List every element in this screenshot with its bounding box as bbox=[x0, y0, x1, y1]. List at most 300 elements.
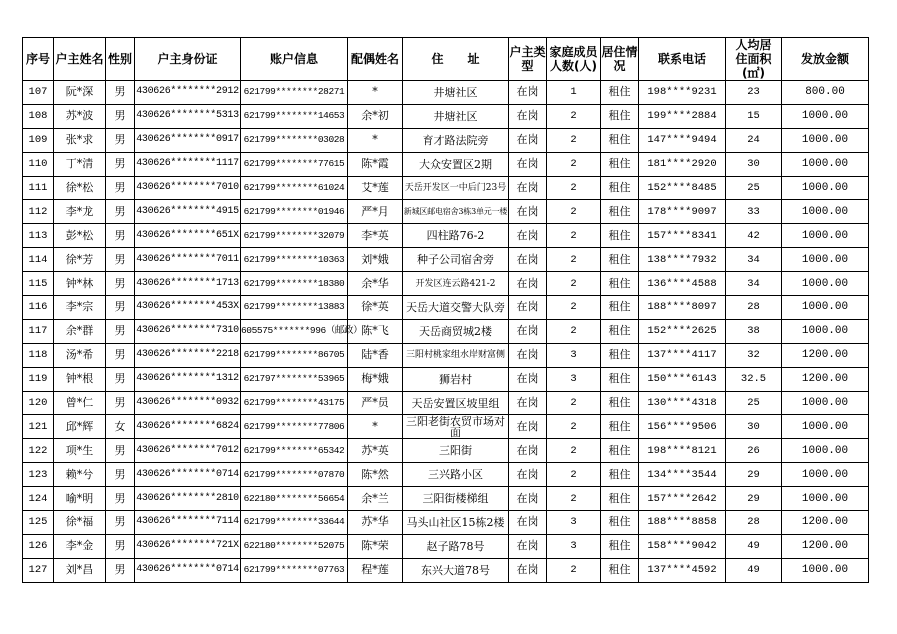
cell-id: 430626********7010 bbox=[135, 176, 241, 200]
cell-gender: 男 bbox=[106, 272, 135, 296]
cell-address: 东兴大道78号 bbox=[403, 558, 509, 582]
cell-type: 在岗 bbox=[509, 534, 547, 558]
cell-members: 2 bbox=[547, 415, 601, 439]
cell-spouse: * bbox=[348, 128, 403, 152]
cell-type: 在岗 bbox=[509, 439, 547, 463]
cell-gender: 男 bbox=[106, 296, 135, 320]
table-row bbox=[23, 415, 869, 439]
subsidy-table-sheet bbox=[22, 37, 868, 583]
cell-members: 2 bbox=[547, 391, 601, 415]
cell-gender: 男 bbox=[106, 367, 135, 391]
cell-address: 种子公司宿舍旁 bbox=[403, 248, 509, 272]
cell-id: 430626********0714 bbox=[135, 558, 241, 582]
cell-name: 徐*福 bbox=[54, 511, 106, 535]
cell-living: 租住 bbox=[601, 367, 639, 391]
cell-id: 430626********0714 bbox=[135, 463, 241, 487]
cell-amount: 1000.00 bbox=[782, 152, 869, 176]
cell-living: 租住 bbox=[601, 558, 639, 582]
cell-living: 租住 bbox=[601, 343, 639, 367]
cell-type: 在岗 bbox=[509, 343, 547, 367]
cell-area: 29 bbox=[726, 487, 782, 511]
cell-spouse: 李*英 bbox=[348, 224, 403, 248]
cell-address: 天岳开发区一中后门23号 bbox=[403, 176, 509, 200]
cell-amount: 1000.00 bbox=[782, 415, 869, 439]
cell-seq: 127 bbox=[23, 558, 54, 582]
cell-area: 34 bbox=[726, 248, 782, 272]
cell-type: 在岗 bbox=[509, 81, 547, 105]
cell-type: 在岗 bbox=[509, 248, 547, 272]
cell-gender: 男 bbox=[106, 558, 135, 582]
cell-living: 租住 bbox=[601, 200, 639, 224]
header-type: 户主类型 bbox=[509, 38, 547, 81]
cell-amount: 1000.00 bbox=[782, 104, 869, 128]
cell-spouse: 严*月 bbox=[348, 200, 403, 224]
cell-id: 430626********2810 bbox=[135, 487, 241, 511]
cell-account: 621799********18380 bbox=[241, 272, 348, 296]
cell-name: 邱*辉 bbox=[54, 415, 106, 439]
cell-members: 2 bbox=[547, 272, 601, 296]
cell-phone: 157****8341 bbox=[639, 224, 726, 248]
cell-gender: 男 bbox=[106, 176, 135, 200]
cell-spouse: * bbox=[348, 81, 403, 105]
cell-members: 2 bbox=[547, 439, 601, 463]
cell-address: 四柱路76-2 bbox=[403, 224, 509, 248]
cell-account: 621797********53965 bbox=[241, 367, 348, 391]
cell-account: 622180********56654 bbox=[241, 487, 348, 511]
cell-name: 钟*根 bbox=[54, 367, 106, 391]
cell-seq: 118 bbox=[23, 343, 54, 367]
cell-type: 在岗 bbox=[509, 487, 547, 511]
cell-name: 徐*芳 bbox=[54, 248, 106, 272]
cell-phone: 136****4588 bbox=[639, 272, 726, 296]
cell-id: 430626********5313 bbox=[135, 104, 241, 128]
cell-address: 三阳村桃家组水岸财富侧 bbox=[403, 343, 509, 367]
cell-id: 430626********7114 bbox=[135, 511, 241, 535]
cell-living: 租住 bbox=[601, 319, 639, 343]
cell-seq: 123 bbox=[23, 463, 54, 487]
cell-type: 在岗 bbox=[509, 128, 547, 152]
cell-name: 徐*松 bbox=[54, 176, 106, 200]
cell-id: 430626********651X bbox=[135, 224, 241, 248]
cell-phone: 150****6143 bbox=[639, 367, 726, 391]
cell-type: 在岗 bbox=[509, 224, 547, 248]
cell-gender: 男 bbox=[106, 391, 135, 415]
cell-gender: 男 bbox=[106, 152, 135, 176]
cell-address: 天岳安置区坡里组 bbox=[403, 391, 509, 415]
cell-account: 621799********61024 bbox=[241, 176, 348, 200]
cell-gender: 男 bbox=[106, 463, 135, 487]
cell-amount: 1000.00 bbox=[782, 463, 869, 487]
cell-amount: 1000.00 bbox=[782, 128, 869, 152]
cell-type: 在岗 bbox=[509, 415, 547, 439]
cell-address: 育才路法院旁 bbox=[403, 128, 509, 152]
table-row bbox=[23, 224, 869, 248]
cell-address: 新城区邮电宿舍3栋3单元一楼 bbox=[403, 200, 509, 224]
cell-name: 赖*兮 bbox=[54, 463, 106, 487]
cell-type: 在岗 bbox=[509, 511, 547, 535]
table-row bbox=[23, 391, 869, 415]
cell-address: 三阳街 bbox=[403, 439, 509, 463]
cell-name: 刘*昌 bbox=[54, 558, 106, 582]
header-phone: 联系电话 bbox=[639, 38, 726, 81]
table-row bbox=[23, 511, 869, 535]
cell-type: 在岗 bbox=[509, 152, 547, 176]
table-row bbox=[23, 534, 869, 558]
cell-amount: 1000.00 bbox=[782, 439, 869, 463]
cell-living: 租住 bbox=[601, 391, 639, 415]
cell-seq: 116 bbox=[23, 296, 54, 320]
cell-members: 2 bbox=[547, 558, 601, 582]
cell-seq: 117 bbox=[23, 319, 54, 343]
cell-spouse: * bbox=[348, 415, 403, 439]
cell-seq: 122 bbox=[23, 439, 54, 463]
header-address: 住 址 bbox=[403, 38, 509, 81]
cell-id: 430626********0932 bbox=[135, 391, 241, 415]
cell-address: 井塘社区 bbox=[403, 81, 509, 105]
cell-spouse: 陈*飞 bbox=[348, 319, 403, 343]
cell-id: 430626********721X bbox=[135, 534, 241, 558]
cell-name: 项*生 bbox=[54, 439, 106, 463]
header-amount: 发放金额 bbox=[782, 38, 869, 81]
cell-account: 621799********01946 bbox=[241, 200, 348, 224]
cell-gender: 女 bbox=[106, 415, 135, 439]
cell-phone: 157****2642 bbox=[639, 487, 726, 511]
cell-id: 430626********1117 bbox=[135, 152, 241, 176]
cell-name: 阮*深 bbox=[54, 81, 106, 105]
cell-members: 1 bbox=[547, 81, 601, 105]
cell-amount: 1000.00 bbox=[782, 272, 869, 296]
cell-id: 430626********1312 bbox=[135, 367, 241, 391]
cell-area: 25 bbox=[726, 391, 782, 415]
table-header-row bbox=[23, 38, 869, 81]
cell-amount: 1000.00 bbox=[782, 200, 869, 224]
cell-spouse: 陈*然 bbox=[348, 463, 403, 487]
cell-members: 2 bbox=[547, 200, 601, 224]
cell-gender: 男 bbox=[106, 81, 135, 105]
cell-members: 2 bbox=[547, 248, 601, 272]
cell-phone: 198****9231 bbox=[639, 81, 726, 105]
cell-name: 曾*仁 bbox=[54, 391, 106, 415]
cell-seq: 121 bbox=[23, 415, 54, 439]
cell-gender: 男 bbox=[106, 511, 135, 535]
cell-type: 在岗 bbox=[509, 391, 547, 415]
cell-members: 2 bbox=[547, 152, 601, 176]
cell-account: 621799********03028 bbox=[241, 128, 348, 152]
cell-seq: 109 bbox=[23, 128, 54, 152]
cell-phone: 130****4318 bbox=[639, 391, 726, 415]
cell-spouse: 陈*霞 bbox=[348, 152, 403, 176]
cell-phone: 188****8858 bbox=[639, 511, 726, 535]
cell-address: 三阳老街农贸市场对面 bbox=[403, 415, 509, 439]
cell-account: 621799********07870 bbox=[241, 463, 348, 487]
cell-living: 租住 bbox=[601, 439, 639, 463]
cell-area: 28 bbox=[726, 511, 782, 535]
cell-name: 余*群 bbox=[54, 319, 106, 343]
cell-phone: 199****2884 bbox=[639, 104, 726, 128]
cell-account: 621799********77615 bbox=[241, 152, 348, 176]
cell-account: 621799********07763 bbox=[241, 558, 348, 582]
cell-gender: 男 bbox=[106, 200, 135, 224]
cell-account: 621799********14653 bbox=[241, 104, 348, 128]
cell-address: 天岳商贸城2楼 bbox=[403, 319, 509, 343]
cell-amount: 800.00 bbox=[782, 81, 869, 105]
table-row bbox=[23, 248, 869, 272]
table-row bbox=[23, 176, 869, 200]
cell-type: 在岗 bbox=[509, 296, 547, 320]
cell-account: 621799********77806 bbox=[241, 415, 348, 439]
cell-name: 丁*清 bbox=[54, 152, 106, 176]
subsidy-table bbox=[22, 37, 869, 583]
cell-members: 3 bbox=[547, 367, 601, 391]
cell-members: 2 bbox=[547, 128, 601, 152]
cell-seq: 119 bbox=[23, 367, 54, 391]
cell-living: 租住 bbox=[601, 534, 639, 558]
cell-id: 430626********0917 bbox=[135, 128, 241, 152]
cell-type: 在岗 bbox=[509, 272, 547, 296]
cell-members: 3 bbox=[547, 511, 601, 535]
cell-gender: 男 bbox=[106, 487, 135, 511]
cell-area: 23 bbox=[726, 81, 782, 105]
cell-living: 租住 bbox=[601, 81, 639, 105]
cell-area: 25 bbox=[726, 176, 782, 200]
cell-phone: 134****3544 bbox=[639, 463, 726, 487]
cell-address: 天岳大道交警大队旁 bbox=[403, 296, 509, 320]
table-row bbox=[23, 81, 869, 105]
cell-seq: 125 bbox=[23, 511, 54, 535]
cell-area: 24 bbox=[726, 128, 782, 152]
cell-amount: 1000.00 bbox=[782, 296, 869, 320]
cell-account: 621799********32079 bbox=[241, 224, 348, 248]
cell-members: 2 bbox=[547, 104, 601, 128]
cell-living: 租住 bbox=[601, 463, 639, 487]
cell-seq: 110 bbox=[23, 152, 54, 176]
table-row bbox=[23, 200, 869, 224]
cell-phone: 181****2920 bbox=[639, 152, 726, 176]
cell-living: 租住 bbox=[601, 487, 639, 511]
cell-seq: 114 bbox=[23, 248, 54, 272]
cell-id: 430626********7011 bbox=[135, 248, 241, 272]
cell-amount: 1200.00 bbox=[782, 511, 869, 535]
cell-phone: 137****4592 bbox=[639, 558, 726, 582]
cell-type: 在岗 bbox=[509, 104, 547, 128]
cell-amount: 1000.00 bbox=[782, 319, 869, 343]
cell-living: 租住 bbox=[601, 248, 639, 272]
cell-address: 三兴路小区 bbox=[403, 463, 509, 487]
header-living: 居住情况 bbox=[601, 38, 639, 81]
cell-area: 32.5 bbox=[726, 367, 782, 391]
table-row bbox=[23, 558, 869, 582]
cell-id: 430626********453X bbox=[135, 296, 241, 320]
cell-name: 李*宗 bbox=[54, 296, 106, 320]
cell-account: 622180********52075 bbox=[241, 534, 348, 558]
cell-spouse: 徐*英 bbox=[348, 296, 403, 320]
cell-gender: 男 bbox=[106, 319, 135, 343]
cell-address: 狮岩村 bbox=[403, 367, 509, 391]
cell-living: 租住 bbox=[601, 224, 639, 248]
table-row bbox=[23, 343, 869, 367]
cell-amount: 1200.00 bbox=[782, 367, 869, 391]
header-area: 人均居 住面积(㎡) bbox=[726, 38, 782, 81]
cell-name: 钟*林 bbox=[54, 272, 106, 296]
cell-type: 在岗 bbox=[509, 176, 547, 200]
cell-address: 三阳街楼梯组 bbox=[403, 487, 509, 511]
cell-members: 2 bbox=[547, 296, 601, 320]
cell-name: 彭*松 bbox=[54, 224, 106, 248]
cell-id: 430626********2218 bbox=[135, 343, 241, 367]
cell-spouse: 梅*娥 bbox=[348, 367, 403, 391]
cell-account: 605575*******996（邮政） bbox=[241, 319, 348, 343]
cell-type: 在岗 bbox=[509, 463, 547, 487]
cell-area: 49 bbox=[726, 558, 782, 582]
cell-account: 621799********43175 bbox=[241, 391, 348, 415]
cell-phone: 158****9042 bbox=[639, 534, 726, 558]
table-body bbox=[23, 81, 869, 583]
cell-address: 开发区连云路421-2 bbox=[403, 272, 509, 296]
cell-amount: 1000.00 bbox=[782, 224, 869, 248]
cell-spouse: 程*莲 bbox=[348, 558, 403, 582]
cell-area: 34 bbox=[726, 272, 782, 296]
cell-area: 15 bbox=[726, 104, 782, 128]
table-row bbox=[23, 296, 869, 320]
cell-members: 2 bbox=[547, 463, 601, 487]
cell-name: 李*龙 bbox=[54, 200, 106, 224]
table-row bbox=[23, 367, 869, 391]
table-row bbox=[23, 463, 869, 487]
cell-living: 租住 bbox=[601, 152, 639, 176]
cell-area: 26 bbox=[726, 439, 782, 463]
cell-amount: 1000.00 bbox=[782, 391, 869, 415]
cell-id: 430626********4915 bbox=[135, 200, 241, 224]
cell-name: 汤*希 bbox=[54, 343, 106, 367]
cell-phone: 147****9494 bbox=[639, 128, 726, 152]
cell-seq: 111 bbox=[23, 176, 54, 200]
cell-phone: 156****9506 bbox=[639, 415, 726, 439]
cell-amount: 1200.00 bbox=[782, 534, 869, 558]
cell-members: 3 bbox=[547, 343, 601, 367]
cell-name: 苏*波 bbox=[54, 104, 106, 128]
cell-phone: 198****8121 bbox=[639, 439, 726, 463]
cell-area: 29 bbox=[726, 463, 782, 487]
cell-gender: 男 bbox=[106, 439, 135, 463]
cell-area: 38 bbox=[726, 319, 782, 343]
header-spouse: 配偶姓名 bbox=[348, 38, 403, 81]
cell-phone: 137****4117 bbox=[639, 343, 726, 367]
cell-seq: 107 bbox=[23, 81, 54, 105]
cell-phone: 178****9097 bbox=[639, 200, 726, 224]
table-row bbox=[23, 487, 869, 511]
cell-phone: 152****2625 bbox=[639, 319, 726, 343]
cell-phone: 138****7932 bbox=[639, 248, 726, 272]
cell-id: 430626********6824 bbox=[135, 415, 241, 439]
cell-area: 28 bbox=[726, 296, 782, 320]
cell-living: 租住 bbox=[601, 272, 639, 296]
header-members: 家庭成员人数(人) bbox=[547, 38, 601, 81]
cell-seq: 124 bbox=[23, 487, 54, 511]
cell-address: 井塘社区 bbox=[403, 104, 509, 128]
cell-type: 在岗 bbox=[509, 200, 547, 224]
cell-spouse: 严*员 bbox=[348, 391, 403, 415]
cell-spouse: 陆*香 bbox=[348, 343, 403, 367]
cell-address: 大众安置区2期 bbox=[403, 152, 509, 176]
header-name: 户主姓名 bbox=[54, 38, 106, 81]
cell-gender: 男 bbox=[106, 343, 135, 367]
cell-id: 430626********1713 bbox=[135, 272, 241, 296]
cell-living: 租住 bbox=[601, 511, 639, 535]
cell-members: 2 bbox=[547, 176, 601, 200]
cell-gender: 男 bbox=[106, 534, 135, 558]
cell-account: 621799********86705 bbox=[241, 343, 348, 367]
cell-spouse: 苏*英 bbox=[348, 439, 403, 463]
cell-phone: 152****8485 bbox=[639, 176, 726, 200]
cell-spouse: 余*兰 bbox=[348, 487, 403, 511]
cell-gender: 男 bbox=[106, 248, 135, 272]
cell-spouse: 艾*莲 bbox=[348, 176, 403, 200]
cell-seq: 115 bbox=[23, 272, 54, 296]
cell-area: 49 bbox=[726, 534, 782, 558]
cell-phone: 188****8097 bbox=[639, 296, 726, 320]
cell-area: 30 bbox=[726, 152, 782, 176]
cell-spouse: 刘*娥 bbox=[348, 248, 403, 272]
cell-seq: 112 bbox=[23, 200, 54, 224]
cell-id: 430626********7012 bbox=[135, 439, 241, 463]
cell-living: 租住 bbox=[601, 104, 639, 128]
cell-address: 马头山社区15栋2楼 bbox=[403, 511, 509, 535]
cell-members: 2 bbox=[547, 319, 601, 343]
cell-area: 33 bbox=[726, 200, 782, 224]
table-row bbox=[23, 439, 869, 463]
cell-seq: 113 bbox=[23, 224, 54, 248]
cell-gender: 男 bbox=[106, 128, 135, 152]
cell-account: 621799********33644 bbox=[241, 511, 348, 535]
table-row bbox=[23, 104, 869, 128]
header-gender: 性别 bbox=[106, 38, 135, 81]
cell-living: 租住 bbox=[601, 296, 639, 320]
cell-members: 2 bbox=[547, 224, 601, 248]
cell-amount: 1000.00 bbox=[782, 248, 869, 272]
cell-amount: 1000.00 bbox=[782, 487, 869, 511]
cell-members: 2 bbox=[547, 487, 601, 511]
cell-account: 621799********10363 bbox=[241, 248, 348, 272]
cell-address: 赵子路78号 bbox=[403, 534, 509, 558]
cell-members: 3 bbox=[547, 534, 601, 558]
table-row bbox=[23, 319, 869, 343]
cell-name: 喻*明 bbox=[54, 487, 106, 511]
cell-spouse: 苏*华 bbox=[348, 511, 403, 535]
cell-amount: 1000.00 bbox=[782, 558, 869, 582]
cell-seq: 120 bbox=[23, 391, 54, 415]
cell-name: 李*金 bbox=[54, 534, 106, 558]
cell-living: 租住 bbox=[601, 128, 639, 152]
cell-type: 在岗 bbox=[509, 367, 547, 391]
cell-spouse: 余*华 bbox=[348, 272, 403, 296]
cell-gender: 男 bbox=[106, 224, 135, 248]
cell-area: 32 bbox=[726, 343, 782, 367]
cell-seq: 126 bbox=[23, 534, 54, 558]
cell-spouse: 余*初 bbox=[348, 104, 403, 128]
cell-account: 621799********28271 bbox=[241, 81, 348, 105]
cell-account: 621799********13883 bbox=[241, 296, 348, 320]
table-row bbox=[23, 128, 869, 152]
cell-id: 430626********7310 bbox=[135, 319, 241, 343]
cell-living: 租住 bbox=[601, 176, 639, 200]
cell-amount: 1200.00 bbox=[782, 343, 869, 367]
header-id: 户主身份证 bbox=[135, 38, 241, 81]
cell-id: 430626********2912 bbox=[135, 81, 241, 105]
header-account: 账户信息 bbox=[241, 38, 348, 81]
cell-living: 租住 bbox=[601, 415, 639, 439]
cell-name: 张*求 bbox=[54, 128, 106, 152]
cell-gender: 男 bbox=[106, 104, 135, 128]
